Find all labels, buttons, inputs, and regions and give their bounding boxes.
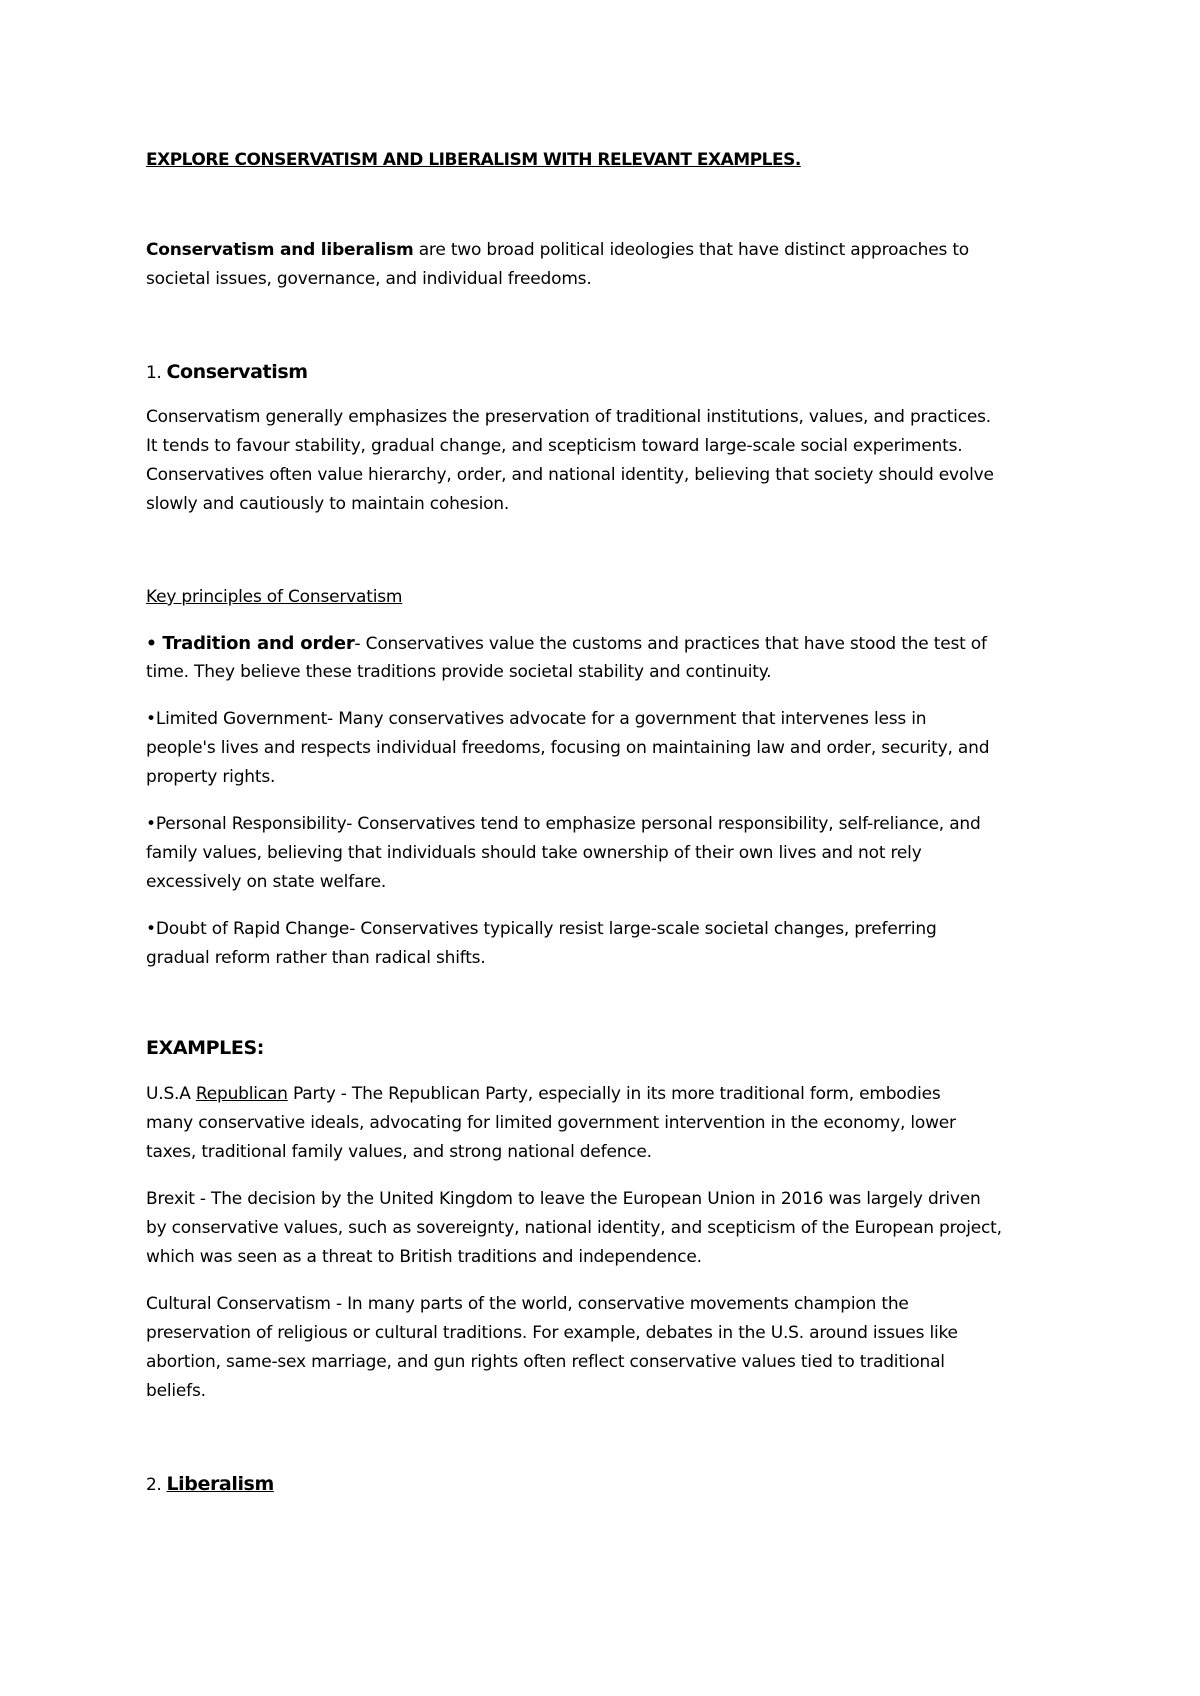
principle-3-bullet: • xyxy=(146,814,156,834)
principle-4-bullet: • xyxy=(146,919,156,939)
principle-1-line-2: time. They believe these traditions provide societal stability and continuity. xyxy=(146,662,772,682)
principle-1-bullet: • xyxy=(146,634,163,654)
section-1-para-line-4: slowly and cautiously to maintain cohesion. xyxy=(146,494,510,514)
principle-4-line-1 xyxy=(146,915,937,944)
principle-4-term: Doubt of Rapid Change- xyxy=(155,919,356,939)
principle-4-line-2: gradual reform rather than radical shifts. xyxy=(146,948,486,968)
example-1-line-2: many conservative ideals, advocating for limited government intervention in the economy, lower xyxy=(146,1113,956,1133)
principle-2-line-1-rest: Many conservatives advocate for a government that intervenes less in xyxy=(332,709,927,729)
key-principles-label: Key principles of Conservatism xyxy=(146,587,403,607)
principle-3-line-1 xyxy=(146,810,981,839)
example-2-line-3: which was seen as a threat to British traditions and independence. xyxy=(146,1247,702,1267)
section-1-para-line-1: Conservatism generally emphasizes the preservation of traditional institutions, values, and practices. xyxy=(146,407,991,427)
principle-3-term: Personal Responsibility- xyxy=(155,814,353,834)
example-1-line-3: taxes, traditional family values, and strong national defence. xyxy=(146,1142,652,1162)
intro-line-2: societal issues, governance, and individual freedoms. xyxy=(146,269,592,289)
document-title: EXPLORE CONSERVATISM AND LIBERALISM WITH RELEVANT EXAMPLES. xyxy=(146,150,801,170)
principle-1-term: Tradition and order xyxy=(162,633,355,654)
section-2-title: Liberalism xyxy=(166,1473,274,1495)
principle-2-bullet: • xyxy=(146,709,156,729)
intro-line-1-rest: are two broad political ideologies that have distinct approaches to xyxy=(413,240,969,260)
principle-2-line-3: property rights. xyxy=(146,767,276,787)
examples-heading: EXAMPLES: xyxy=(146,1037,264,1059)
example-2-line-1: Brexit - The decision by the United Kingdom to leave the European Union in 2016 was largely driven xyxy=(146,1189,981,1209)
section-2-heading xyxy=(146,1470,274,1500)
example-3-line-4: beliefs. xyxy=(146,1381,206,1401)
principle-3-line-3: excessively on state welfare. xyxy=(146,872,387,892)
section-1-heading xyxy=(146,358,308,388)
intro-bold-lead: Conservatism and liberalism xyxy=(146,240,414,260)
example-3-line-3: abortion, same-sex marriage, and gun rights often reflect conservative values tied to traditional xyxy=(146,1352,945,1372)
example-1-prefix: U.S.A xyxy=(146,1084,196,1104)
section-1-para-line-2: It tends to favour stability, gradual change, and scepticism toward large-scale social experiments. xyxy=(146,436,963,456)
principle-2-term: Limited Government- xyxy=(155,709,333,729)
section-1-number: 1. xyxy=(146,363,167,383)
principle-3-line-2: family values, believing that individuals should take ownership of their own lives and not rely xyxy=(146,843,922,863)
principle-2-line-1 xyxy=(146,705,926,734)
section-1-para-line-3: Conservatives often value hierarchy, order, and national identity, believing that society should evolve xyxy=(146,465,994,485)
example-3-line-2: preservation of religious or cultural traditions. For example, debates in the U.S. around issues like xyxy=(146,1323,958,1343)
principle-1-line-1-rest: - Conservatives value the customs and practices that have stood the test of xyxy=(354,634,987,654)
principle-1-line-1 xyxy=(146,629,987,659)
principle-4-line-1-rest: Conservatives typically resist large-scale societal changes, preferring xyxy=(355,919,937,939)
example-1-line-1-rest: Party - The Republican Party, especially in its more traditional form, embodies xyxy=(287,1084,941,1104)
example-2-line-2: by conservative values, such as sovereignty, national identity, and scepticism of the European project, xyxy=(146,1218,1002,1238)
example-1-underlined: Republican xyxy=(195,1084,288,1104)
section-2-number: 2. xyxy=(146,1475,167,1495)
principle-2-line-2: people's lives and respects individual freedoms, focusing on maintaining law and order, security, and xyxy=(146,738,990,758)
intro-line-1 xyxy=(146,236,969,265)
example-3-line-1: Cultural Conservatism - In many parts of the world, conservative movements champion the xyxy=(146,1294,909,1314)
section-1-title: Conservatism xyxy=(166,361,308,383)
principle-3-line-1-rest: Conservatives tend to emphasize personal responsibility, self-reliance, and xyxy=(352,814,981,834)
example-1-line-1 xyxy=(146,1080,941,1109)
